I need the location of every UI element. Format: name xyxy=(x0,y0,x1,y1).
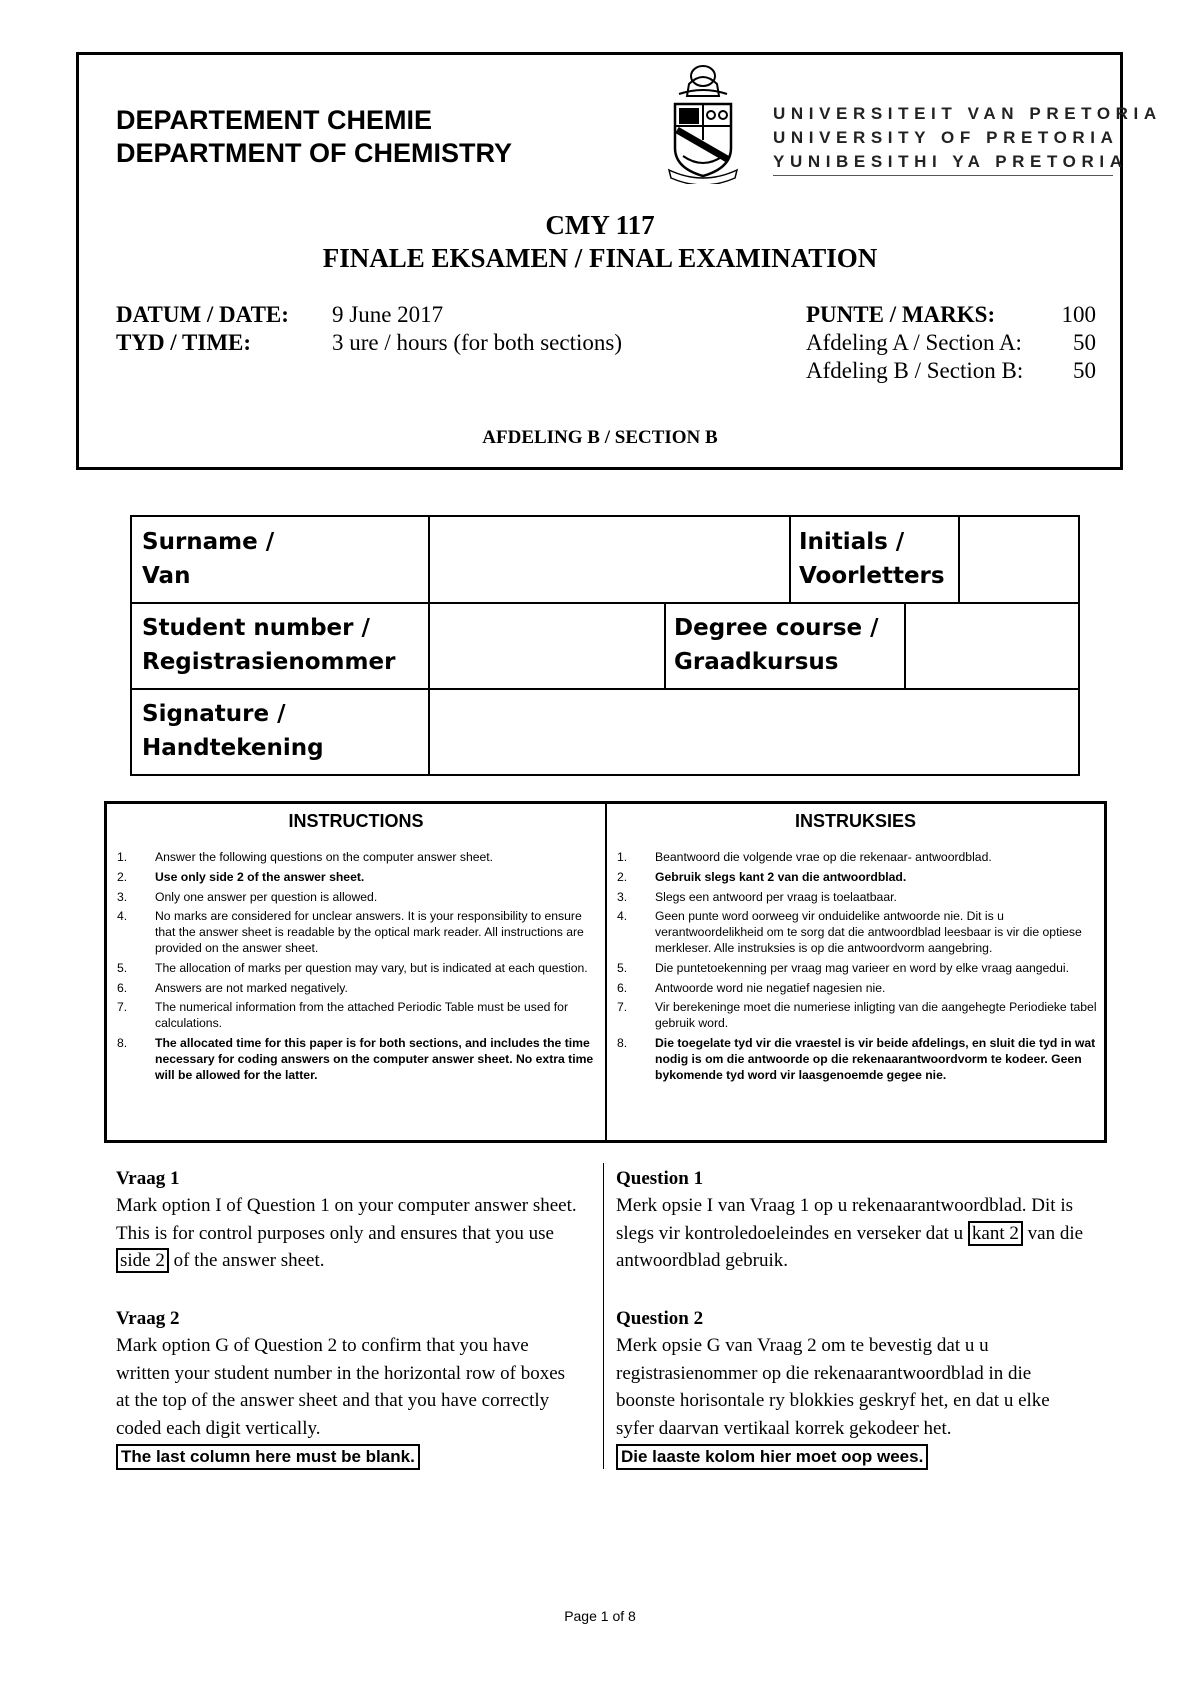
list-item: 2. Use only side 2 of the answer sheet. xyxy=(117,869,365,884)
question-2-english xyxy=(116,1306,582,1470)
initials-label: Initials / Voorletters xyxy=(799,529,945,589)
question-text: Mark option I of Question 1 on your computer answer sheet. This is for control purposes only and ensures that you use side 2 of the answer sheet. xyxy=(116,1195,577,1271)
instructions-list-english xyxy=(117,850,597,1087)
marks-value: 100 xyxy=(1061,302,1096,327)
question-1-afrikaans xyxy=(616,1166,1091,1275)
question-title: Vraag 2 xyxy=(116,1308,180,1329)
date-label: DATUM / DATE: xyxy=(116,302,289,327)
course-code: CMY 117 xyxy=(545,210,655,240)
list-item: 1. Beantwoord die volgende vrae op die rekenaar- antwoordblad. xyxy=(617,850,992,864)
signature-field[interactable] xyxy=(432,691,1076,772)
list-item: 8. Die toegelate tyd vir die vraestel is vir beide afdelings, en sluit die tyd in wat nodig is om die antwoorde op die rekenaarantwoordvorm te kodeer. Geen bykomende tyd word vir laasgenoemde gegee nie. xyxy=(617,1035,1096,1082)
instructions-box xyxy=(104,801,1107,1143)
section-a-label: Afdeling A / Section A: xyxy=(806,330,1022,355)
list-item: 8. The allocated time for this paper is for both sections, and includes the time necessary for coding answers on the computer answer sheet. No extra time will be allowed for the latter. xyxy=(117,1035,594,1082)
surname-field[interactable] xyxy=(432,519,787,601)
university-rule xyxy=(773,175,1113,176)
section-heading: AFDELING B / SECTION B xyxy=(482,427,718,448)
exam-title: FINALE EKSAMEN / FINAL EXAMINATION xyxy=(322,243,878,273)
question-title: Vraag 1 xyxy=(116,1168,180,1189)
student-number-field[interactable] xyxy=(432,605,662,687)
time-label: TYD / TIME: xyxy=(116,330,252,355)
blank-column-note: Die laaste kolom hier moet oop wees. xyxy=(616,1444,928,1470)
time-value: 3 ure / hours (for both sections) xyxy=(332,330,622,355)
university-crest-logo xyxy=(665,60,741,184)
question-column-divider xyxy=(603,1163,604,1469)
list-item: 2. Gebruik slegs kant 2 van die antwoordblad. xyxy=(617,869,907,884)
blank-column-note: The last column here must be blank. xyxy=(116,1444,420,1470)
list-item: 7. The numerical information from the attached Periodic Table must be used for calculations. xyxy=(117,1000,569,1031)
instructions-heading-english: INSTRUCTIONS xyxy=(288,811,424,831)
department-name-english: DEPARTMENT OF CHEMISTRY xyxy=(116,138,512,168)
question-1-english xyxy=(116,1166,582,1275)
surname-label: Surname / Van xyxy=(142,529,275,589)
list-item: 6. Antwoorde word nie negatief nagesien nie. xyxy=(617,980,886,995)
section-b-label: Afdeling B / Section B: xyxy=(806,358,1024,383)
student-number-label: Student number / Registrasienommer xyxy=(142,615,396,675)
list-item: 7. Vir berekeninge moet die numeriese inligting van die aangehegte Periodieke tabel gebruik word. xyxy=(617,1000,1097,1031)
university-name-english: UNIVERSITY OF PRETORIA xyxy=(773,128,1119,147)
list-item: 4. No marks are considered for unclear answers. It is your responsibility to ensure that the answer sheet is readable by the optical mark reader. All instructions are provided on the answer sheet. xyxy=(117,909,584,955)
university-name-afrikaans: UNIVERSITEIT VAN PRETORIA xyxy=(773,104,1162,123)
question-title: Question 1 xyxy=(616,1168,704,1189)
list-item: 5. Die puntetoekenning per vraag mag varieer en word by elke vraag aangedui. xyxy=(617,960,1069,975)
section-a-value: 50 xyxy=(1073,330,1096,355)
list-item: 3. Only one answer per question is allowed. xyxy=(117,889,378,904)
instructions-list-afrikaans xyxy=(617,850,1099,1087)
student-details-table xyxy=(130,515,1080,776)
list-item: 4. Geen punte word oorweeg vir onduidelike antwoorde nie. Dit is u verantwoordelikheid om te sorg dat die antwoordblad leesbaar is vir die optiese merkleser. Alle instruksies is op die antwoordvorm aangebring. xyxy=(617,909,1082,955)
question-title: Question 2 xyxy=(616,1308,704,1329)
degree-course-field[interactable] xyxy=(908,605,1076,687)
university-name-sepedi: YUNIBESITHI YA PRETORIA xyxy=(773,152,1128,171)
initials-field[interactable] xyxy=(962,519,1076,601)
marks-label: PUNTE / MARKS: xyxy=(806,302,996,327)
question-text: Merk opsie I van Vraag 1 op u rekenaarantwoordblad. Dit is slegs vir kontroledoeleindes en verseker dat u kant 2 van die antwoordblad gebruik. xyxy=(616,1195,1084,1271)
section-b-value: 50 xyxy=(1073,358,1096,383)
list-item: 1. Answer the following questions on the computer answer sheet. xyxy=(117,850,494,864)
list-item: 3. Slegs een antwoord per vraag is toelaatbaar. xyxy=(617,889,897,904)
date-value: 9 June 2017 xyxy=(332,302,444,327)
question-text: Merk opsie G van Vraag 2 om te bevestig dat u u registrasienommer op die rekenaarantwoordblad in die boonste horisontale ry blokkies geskryf het, en dat u elke syfer daarvan vertikaal korrek gekodeer het. xyxy=(616,1335,1050,1439)
page-number: Page 1 of 8 xyxy=(564,1608,636,1624)
degree-course-label: Degree course / Graadkursus xyxy=(674,615,879,675)
signature-label: Signature / Handtekening xyxy=(142,701,324,761)
question-2-afrikaans xyxy=(616,1306,1091,1470)
list-item: 5. The allocation of marks per question may vary, but is indicated at each question. xyxy=(117,960,588,975)
department-name-afrikaans: DEPARTEMENT CHEMIE xyxy=(116,105,433,135)
instructions-heading-afrikaans: INSTRUKSIES xyxy=(794,811,917,831)
list-item: 6. Answers are not marked negatively. xyxy=(117,980,348,995)
question-text: Mark option G of Question 2 to confirm that you have written your student number in the horizontal row of boxes at the top of the answer sheet and that you have correctly coded each digit vertically. xyxy=(116,1335,566,1439)
